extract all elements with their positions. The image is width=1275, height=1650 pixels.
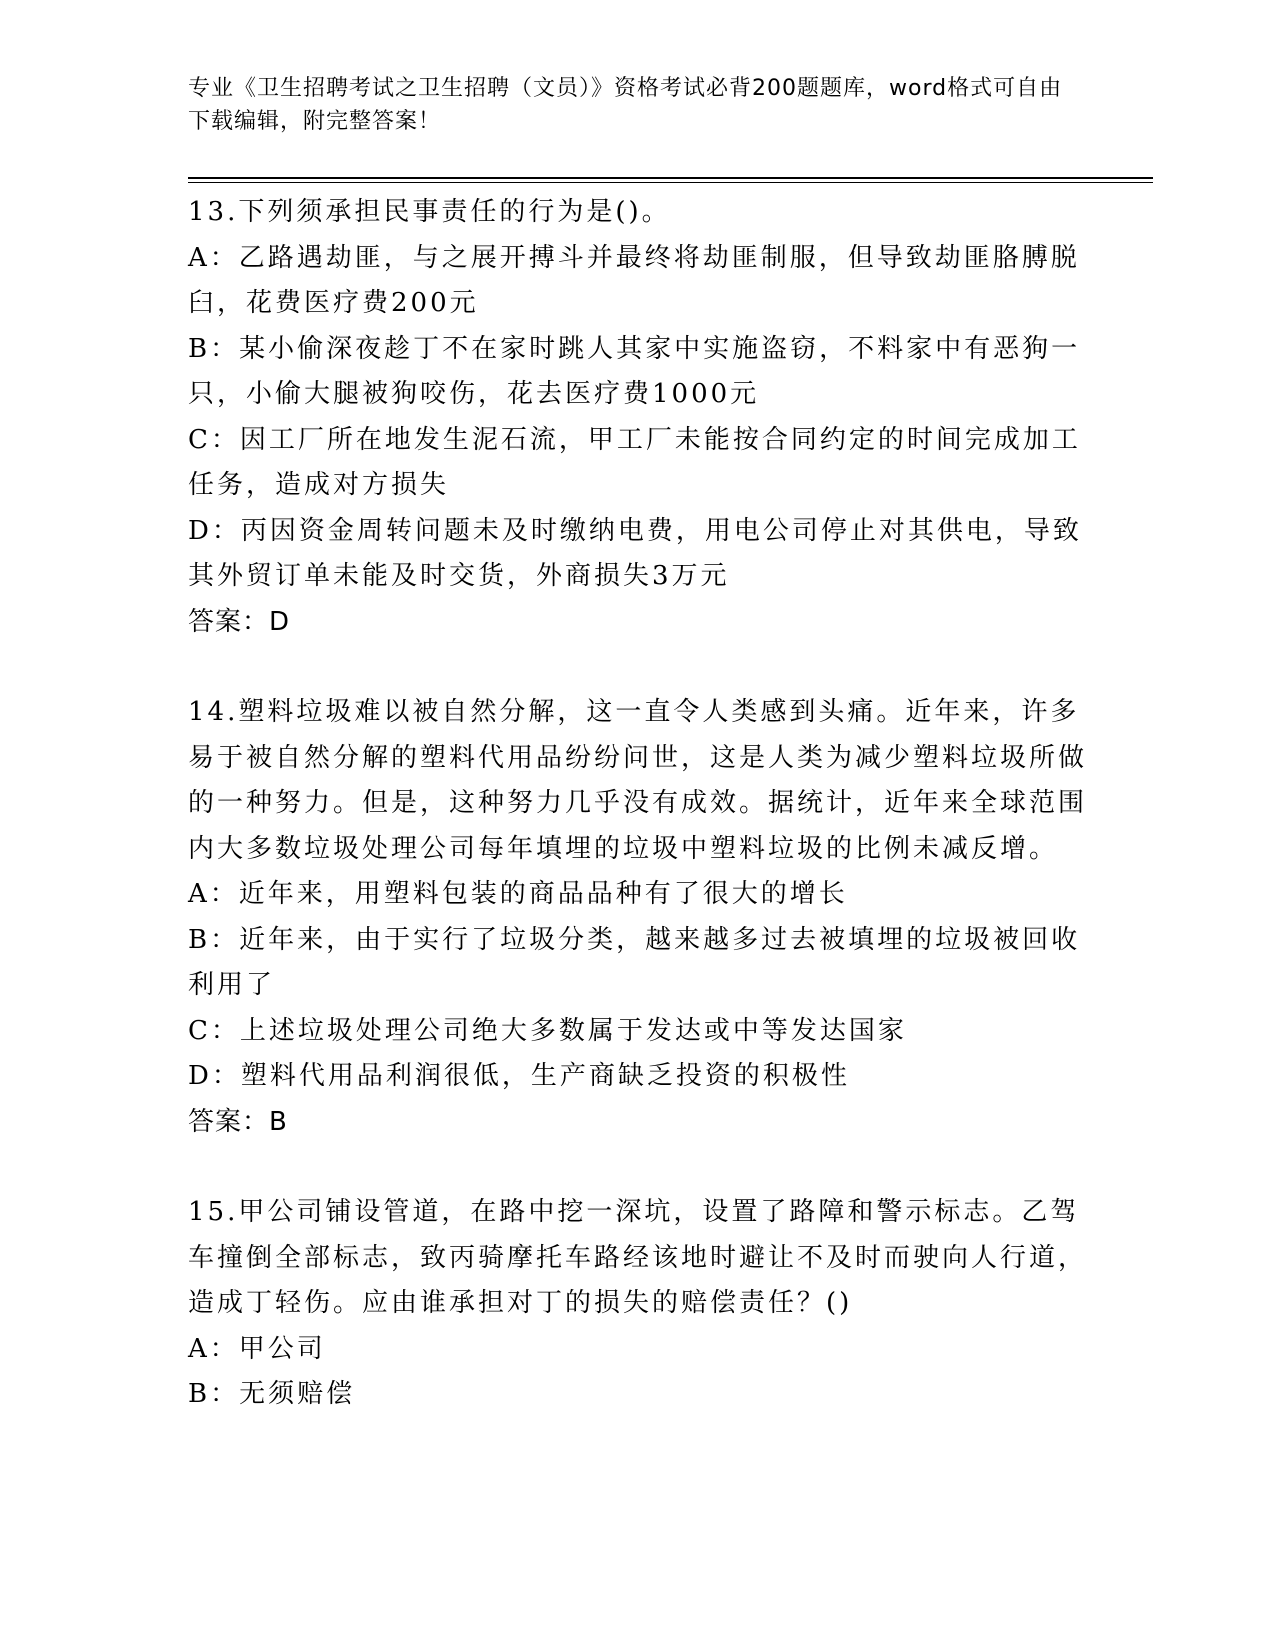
header-rule-thin xyxy=(188,182,1153,183)
option-a: A：甲公司 xyxy=(188,1333,326,1364)
option-a: A：乙路遇劫匪，与之展开搏斗并最终将劫匪制服，但导致劫匪胳膊脱臼，花费医疗费200元 xyxy=(188,242,1080,318)
question-13 xyxy=(188,190,1088,645)
question-list xyxy=(188,190,1088,1418)
answer-line: 答案：B xyxy=(188,1106,288,1137)
answer-line: 答案：D xyxy=(188,606,291,637)
question-spacer xyxy=(188,1145,1088,1190)
question-stem: 13.下列须承担民事责任的行为是()。 xyxy=(188,197,671,227)
option-b: B：近年来，由于实行了垃圾分类，越来越多过去被填埋的垃圾被回收利用了 xyxy=(188,924,1081,1000)
question-15 xyxy=(188,1190,1088,1418)
option-b: B：无须赔偿 xyxy=(188,1379,356,1409)
option-a: A：近年来，用塑料包装的商品品种有了很大的增长 xyxy=(188,879,848,909)
header-rule-thick xyxy=(188,177,1153,179)
question-14 xyxy=(188,690,1088,1145)
option-b: B：某小偷深夜趁丁不在家时跳人其家中实施盗窃，不料家中有恶狗一只，小偷大腿被狗咬伤，花去医疗费1000元 xyxy=(188,333,1081,409)
document-header: 专业《卫生招聘考试之卫生招聘（文员）》资格考试必背200题题库，word格式可自由下载编辑，附完整答案！ xyxy=(188,76,1063,134)
question-stem: 14.塑料垃圾难以被自然分解，这一直令人类感到头痛。近年来，许多易于被自然分解的塑料代用品纷纷问世，这是人类为减少塑料垃圾所做的一种努力。但是，这种努力几乎没有成效。据统计，近年来全球范围内大多数垃圾处理公司每年填埋的垃圾中塑料垃圾的比例未减反增。 xyxy=(188,697,1088,864)
option-d: D：丙因资金周转问题未及时缴纳电费，用电公司停止对其供电，导致其外贸订单未能及时交货，外商损失3万元 xyxy=(188,515,1082,591)
option-d: D：塑料代用品利润很低，生产商缺乏投资的积极性 xyxy=(188,1061,850,1091)
question-stem: 15.甲公司铺设管道，在路中挖一深坑，设置了路障和警示标志。乙驾车撞倒全部标志，致丙骑摩托车路经该地时避让不及时而驶向人行道，造成丁轻伤。应由谁承担对丁的损失的赔偿责任？() xyxy=(188,1197,1088,1318)
question-spacer xyxy=(188,645,1088,690)
option-c: C：上述垃圾处理公司绝大多数属于发达或中等发达国家 xyxy=(188,1015,907,1046)
option-c: C：因工厂所在地发生泥石流，甲工厂未能按合同约定的时间完成加工任务，造成对方损失 xyxy=(188,424,1081,500)
